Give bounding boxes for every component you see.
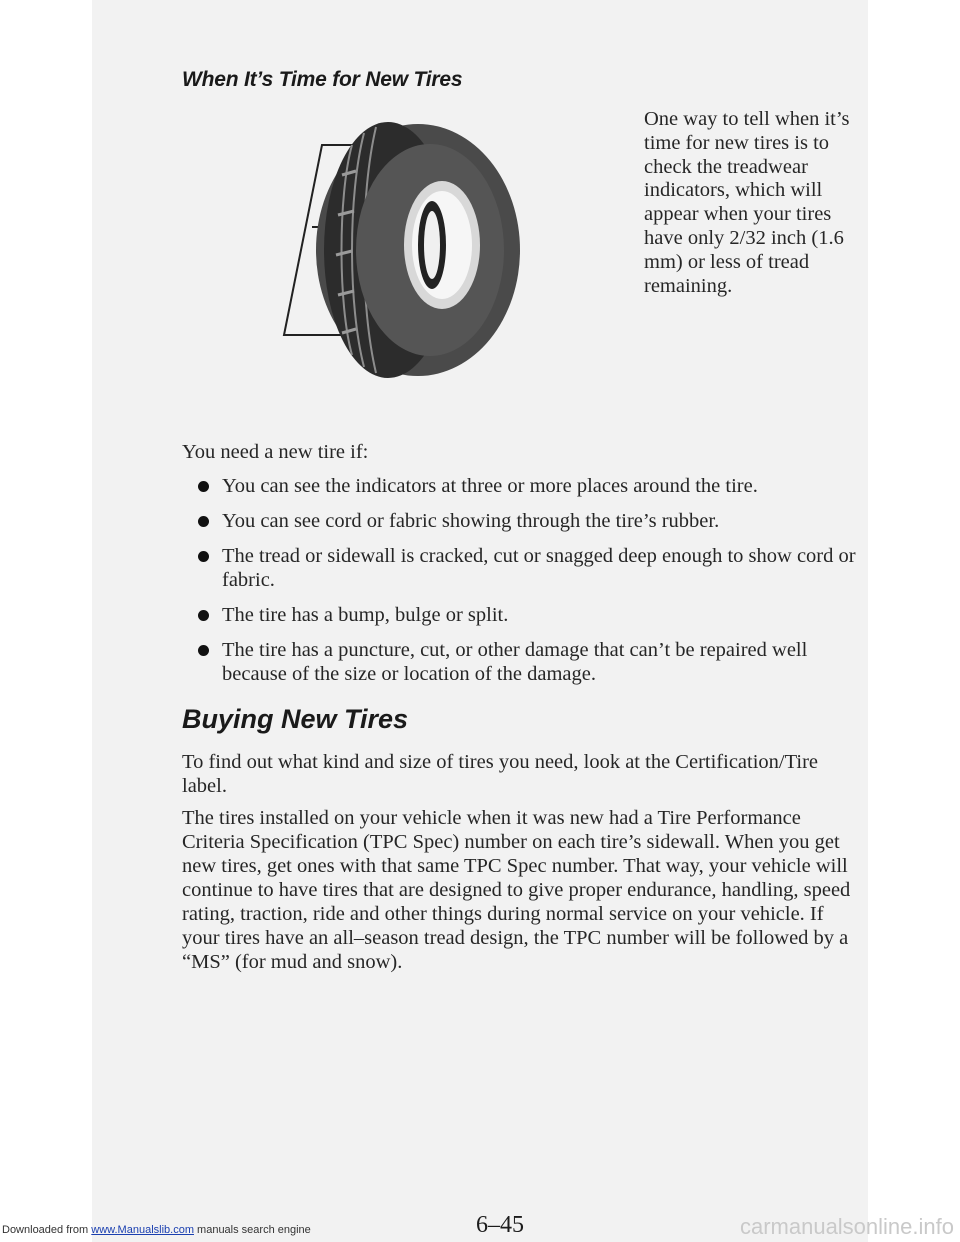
bullet-icon	[198, 610, 209, 621]
buying-paragraph-1: To find out what kind and size of tires you need, look at the Certification/Tire label.	[182, 751, 819, 797]
list-item: You can see the indicators at three or more places around the tire.	[196, 474, 856, 498]
buying-title: Buying New Tires	[182, 704, 409, 734]
bullet-icon	[198, 481, 209, 492]
list-item: The tread or sidewall is cracked, cut or snagged deep enough to show cord or fabric.	[196, 544, 856, 592]
tire-condition-list	[196, 474, 856, 697]
section-title: When It’s Time for New Tires	[182, 68, 463, 91]
need-intro: You need a new tire if:	[182, 441, 369, 463]
intro-text: One way to tell when it’s time for new tires is to check the treadwear indicators, which will appear when your tires have only 2/32 inch (1.6 mm) or less of tread remaining.	[644, 108, 850, 297]
bullet-icon	[198, 551, 209, 562]
manualslib-link[interactable]: www.Manualslib.com	[91, 1224, 194, 1236]
tire-icon	[272, 105, 532, 395]
list-item: The tire has a bump, bulge or split.	[196, 603, 856, 627]
page-number: 6–45	[476, 1212, 524, 1238]
watermark: carmanualsonline.info	[739, 1214, 954, 1239]
bullet-icon	[198, 516, 209, 527]
list-item: You can see cord or fabric showing through the tire’s rubber.	[196, 509, 856, 533]
list-item: The tire has a puncture, cut, or other damage that can’t be repaired well because of the size or location of the damage.	[196, 638, 856, 686]
download-note: Downloaded from www.Manualslib.com manuals search engine	[2, 1224, 311, 1236]
buying-paragraph-2: The tires installed on your vehicle when it was new had a Tire Performance Criteria Specification (TPC Spec) number on each tire’s sidewall. When you get new tires, get ones with that same TPC Spec number. That way, your vehicle will continue to have tires that are designed to give proper endurance, handling, speed rating, traction, ride and other things during normal service on your vehicle. If your tires have an all–season tread design, the TPC number will be followed by a “MS” (for mud and snow).	[182, 807, 851, 973]
bullet-icon	[198, 645, 209, 656]
